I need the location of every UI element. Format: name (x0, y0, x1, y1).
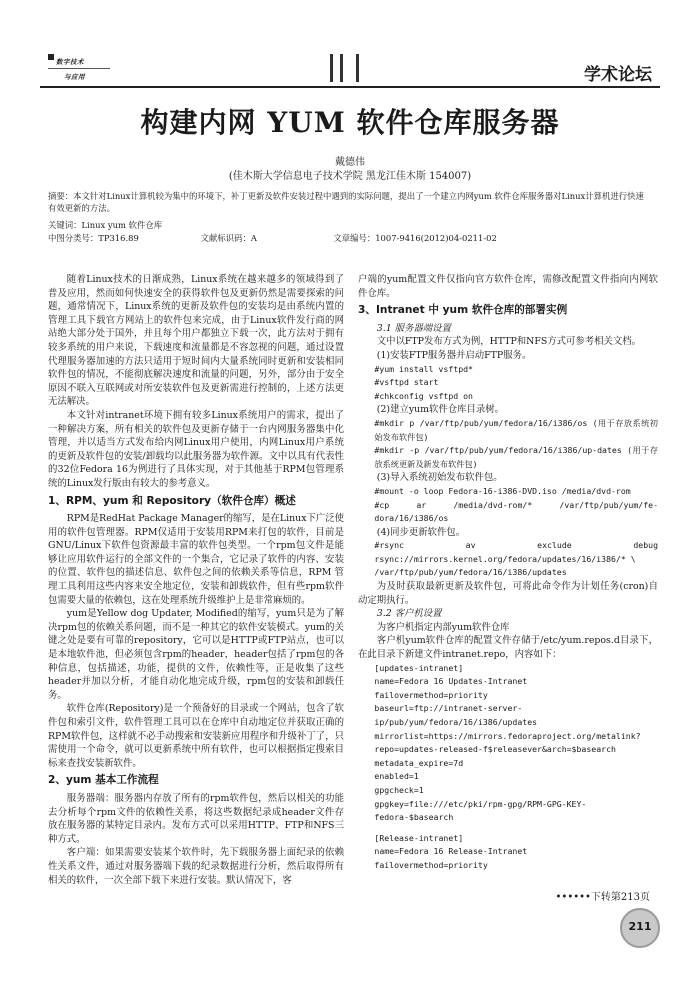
config-line: gpgcheck=1 (374, 784, 424, 795)
classification-number: 中图分类号：TP316.89 (48, 233, 139, 243)
section-heading: 2、yum 基本工作流程 (48, 774, 159, 787)
paragraph: 为客户机指定内部yum软件仓库 (376, 621, 510, 633)
document-code: 文献标识码：A (200, 233, 257, 243)
section-heading: 1、RPM、yum 和 Repository（软件仓库）概述 (48, 494, 296, 507)
left-column (48, 273, 344, 887)
paragraph: 服务器端：服务器内存放了所有的rpm软件包，然后以相关的功能去分析每个rpm文件的依赖性关系，将这些数据纪录成header文件存放在服务器的某特定目录内。发布方式可以采用HTTP、FTP和NFS三种方式。 (48, 792, 344, 845)
header-bar (356, 54, 359, 82)
paragraph: 软件仓库(Repository)是一个预备好的目录或一个网站，包含了软件包和索引文件，软件管理工具可以在仓库中自动地定位并获取正确的RPM软件包，这样就不必手动搜索和安装新应用程序和升级补丁了，只需使用一个命令，就可以更新系统中所有软件，也可以根据指定搜索目标来查找安装新软件。 (48, 703, 344, 769)
paragraph: (3)导入系统初始发布软件包。 (376, 472, 503, 484)
code-line: #chkconfig vsftpd on (374, 390, 473, 401)
affiliation: (佳木斯大学信息电子技术学院 黑龙江佳木斯 154007) (228, 171, 472, 182)
code-line: #mount -o loop Fedora-16-i386-DVD.iso /media/dvd-rom (374, 485, 631, 496)
code-line: #mkdir p /var/ftp/pub/yum/fedora/16/i386/os (用于存放系统初始发布软件包) (374, 417, 658, 442)
code-line: #mkdir -p /var/ftp/pub/yum/fedora/16/i386/up-dates (用于存放系统更新及新发布软件包) (374, 445, 658, 469)
journal-logo (48, 54, 110, 86)
subsection-heading: 3.1 服务器端设置 (376, 322, 451, 334)
code-line: /var/ftp/pub/yum/fedora/16/i386/updates (374, 567, 567, 578)
paper-title: 构建内网 YUM 软件仓库服务器 (140, 106, 560, 139)
logo-square-icon (48, 54, 54, 60)
paragraph: RPM是RedHat Package Manager的缩写，是在Linux下广泛使用的软件包管理器。RPM仅适用于安装用RPM来打包的软件，目前是GNU/Linux下软件包资源最丰富的软件包类型。一个rpm包文件是能够让应用软件运行的全部文件的一个集合，它记录了软件的内容、安装的位置、软件包的描述信息、软件包之间的依赖关系等信息，RPM 管理工具利用这些内容来安全地定位，安装和卸载软件，但有些rpm软件包需要大量的依赖包，这在处理系统升级维护上是非常麻烦的。 (48, 513, 344, 606)
config-line: [updates-intranet] (374, 662, 464, 673)
code-line: #yum install vsftpd* (374, 363, 473, 374)
subsection-heading: 3.2 客户机设置 (376, 608, 442, 620)
config-line: enabled=1 (374, 771, 419, 782)
code-line: #cp ar /media/dvd-rom/* /var/ftp/pub/yum/fe-dora/16/i386/os (374, 499, 658, 524)
paragraph: 文中以FTP发布方式为例，HTTP和NFS方式可参考相关文档。 (376, 336, 642, 348)
config-line: failovermethod=priority (374, 689, 488, 700)
article-number: 文章编号：1007-9416(2012)04-0211-02 (333, 233, 497, 243)
logo-line2: 与应用 (64, 73, 85, 81)
paragraph: (4)同步更新软件包。 (376, 526, 466, 538)
spacer (358, 825, 658, 832)
paragraph: 户端的yum配置文件仅指向官方软件仓库，需修改配置文件指向内网软件仓库。 (358, 274, 658, 299)
header-bar (340, 54, 343, 82)
logo-rule (48, 68, 110, 69)
config-line: gpgkey=file:///etc/pki/rpm-gpg/RPM-GPG-KEY-fedora-$basearch (374, 798, 587, 823)
section-tag: 学术论坛 (584, 65, 652, 85)
paragraph: 为及时获取最新更新及软件包，可将此命令作为计划任务(cron)自动定期执行。 (358, 581, 658, 606)
paragraph: 客户端：如果需要安装某个软件时，先下载服务器上面纪录的依赖性关系文件，通过对服务器端下载的纪录数据进行分析，然后取得所有相关的软件，一次全部下载下来进行安装。默认情况下，客 (48, 847, 344, 886)
author: 戴德伟 (335, 157, 365, 168)
config-line: name=Fedora 16 Release-Intranet (374, 846, 528, 857)
keywords: 关键词：Linux yum 软件仓库 (48, 220, 163, 230)
header-bar (330, 54, 333, 82)
config-line: baseurl=ftp://intranet-server-ip/pub/yum/fedora/16/i386/updates (374, 703, 538, 727)
config-line: [Release-intranet] (374, 832, 464, 843)
paragraph: (2)建立yum软件仓库目录树。 (376, 404, 505, 416)
config-line: name=Fedora 16 Updates-Intranet (374, 676, 528, 687)
right-column (358, 273, 658, 873)
paragraph: 本文针对intranet环境下拥有较多Linux系统用户的需求，提出了一种解决方案，所有相关的软件包及更新存储于一台内网服务器集中化管理，并以适当方式发布给内网Linux用户使用，内网Linux用户系统的更新及软件包的安装/卸载均以此服务器为软件源。文中以具有代表性的32位Fedora 16为例进行了具体实现，对于其他基于RPM包管理系统的Linux发行版由有较大的参考意义。 (48, 409, 344, 489)
paragraph: yum是Yellow dog Updater, Modified的缩写，yum只是为了解决rpm包的依赖关系问题，而不是一种其它的软件安装模式。yum的关键之处是要有可靠的repository，它可以是HTTP或FTP站点，也可以是本地软件池，但必须包含rpm的header，header包括了rpm包的各种信息，包括描述，功能，提供的文件，依赖性等，正是收集了这些 header并加以分析，才能自动化地完成升级，rpm包的安装和卸载任务。 (48, 608, 344, 701)
header-rule (40, 86, 660, 88)
continued-note: ••••••下转第213页 (555, 892, 650, 903)
config-line: metadata_expire=7d (374, 757, 464, 768)
section-heading: 3、Intranet 中 yum 软件仓库的部署实例 (358, 304, 568, 317)
code-line: #rsync av exclude debug rsync://mirrors.kernel.org/fedora/updates/16/i386/* \ (374, 540, 658, 564)
code-line: #vsftpd start (374, 377, 439, 388)
abstract: 摘要：本文针对Linux计算机较为集中的环境下，补丁更新及软件安装过程中遇到的实际问题，提出了一个建立内网yum 软件仓库服务器对Linux计算机进行快速有效更新的方法。 (48, 191, 644, 213)
paragraph: 随着Linux技术的日渐成熟，Linux系统在越来越多的领域得到了普及应用，然而如何快速安全的获得软件包及更新仍然是需要探索的问题，通常情况下，Linux系统的更新及软件包的安装均是由系统内置的管理工具下载官方网站上的软件包来完成，由于Linux软件发行商的网站绝大部分处于国外，并且每个用户都独立下载一次，此方法对于拥有较多系统的用户来说，下载速度和流量都是不容忽视的问题，通过设置代理服务器加速的方法只适用于短时间内大量系统同时更新和安装相同软件包的情况，不能彻底解决速度和流量的问题，另外，部分由于安全原因不联入互联网或对所安装软件包及更新需进行控制的，上述方法更无法解决。 (48, 274, 344, 408)
classification-row (48, 232, 652, 244)
paragraph: 客户机yum软件仓库的配置文件存储于/etc/yum.repos.d目录下，在此目录下新建文件intranet.repo，内容如下： (358, 635, 658, 661)
page-number: 211 (628, 920, 652, 933)
config-line: mirrorlist=https://mirrors.fedoraproject.org/metalink?repo=updates-released-f$releasever&arch=$basearch (374, 730, 641, 755)
config-line: failovermethod=priority (374, 859, 488, 870)
logo-line1: 数字技术 (56, 58, 84, 66)
paragraph: (1)安装FTP服务器并启动FTP服务。 (376, 349, 532, 361)
